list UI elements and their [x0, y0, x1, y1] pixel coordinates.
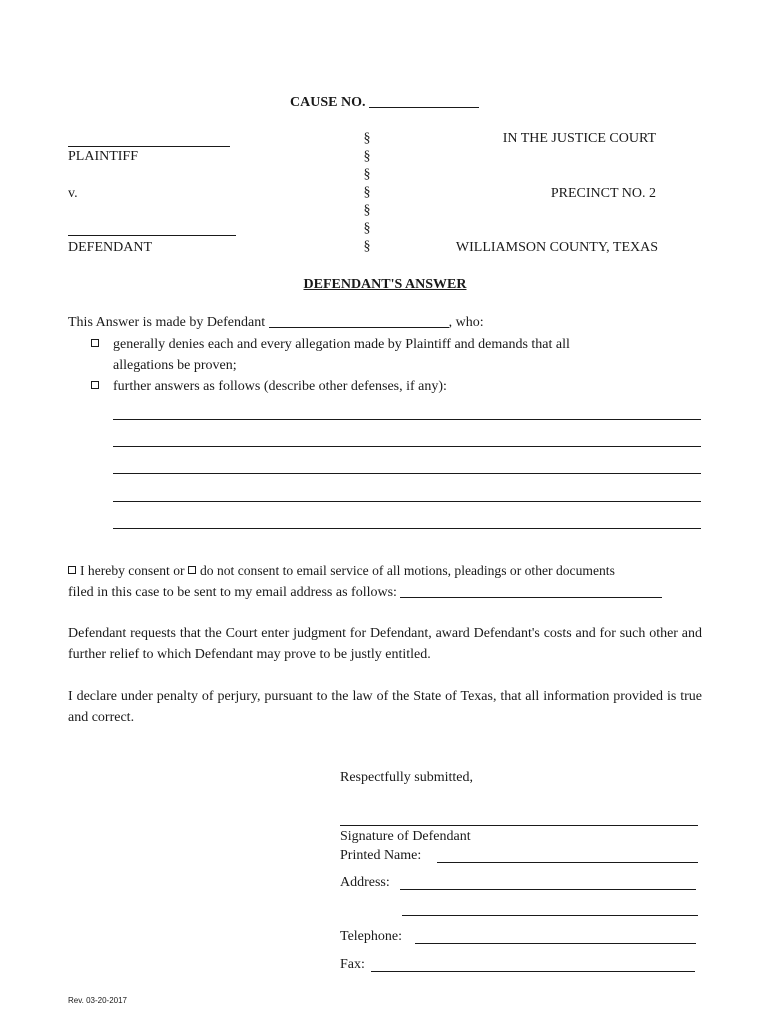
court-name: IN THE JUSTICE COURT: [502, 131, 656, 146]
address-field-line2[interactable]: [402, 915, 698, 916]
not-consent-checkbox[interactable]: [188, 566, 196, 574]
consent-label: I hereby consent or: [80, 563, 185, 578]
plaintiff-label: PLAINTIFF: [68, 149, 139, 164]
address-field[interactable]: [400, 889, 696, 890]
defense-line[interactable]: [113, 528, 701, 529]
address-label: Address:: [340, 875, 390, 890]
cause-number: [290, 95, 479, 111]
general-denial-option: [91, 337, 103, 353]
plaintiff-name-blank[interactable]: [68, 146, 230, 147]
not-consent-label: do not consent to email service of all motions, pleadings or other documents: [199, 563, 615, 578]
versus-label: v.: [68, 186, 78, 201]
further-answer-option: [91, 379, 103, 395]
signature-label: Signature of Defendant: [340, 829, 471, 844]
printed-name-field[interactable]: [437, 862, 698, 863]
printed-name-label: Printed Name:: [340, 848, 422, 863]
document-title: DEFENDANT'S ANSWER: [303, 277, 467, 292]
fax-label: Fax:: [340, 957, 365, 972]
general-denial-checkbox[interactable]: [91, 339, 99, 347]
defense-line[interactable]: [113, 446, 701, 447]
section-mark: §: [363, 131, 371, 146]
answer-intro: [68, 315, 484, 331]
section-mark: §: [363, 149, 371, 164]
answer-intro-end: , who:: [448, 315, 484, 330]
further-answer-text: further answers as follows (describe other defenses, if any):: [113, 379, 447, 394]
section-mark: §: [363, 185, 371, 200]
section-mark: §: [363, 221, 371, 236]
precinct-number: PRECINCT NO. 2: [550, 186, 656, 201]
further-answer-checkbox[interactable]: [91, 381, 99, 389]
email-address-line: [68, 585, 662, 601]
email-address-field[interactable]: [400, 585, 662, 598]
perjury-declaration: I declare under penalty of perjury, pursuant to the law of the State of Texas, that all information provided is true and correct.: [68, 689, 702, 725]
telephone-label: Telephone:: [340, 929, 402, 944]
answer-intro-text: This Answer is made by Defendant: [68, 315, 266, 330]
defendant-name-field[interactable]: [269, 315, 449, 328]
judgment-request: Defendant requests that the Court enter judgment for Defendant, award Defendant's costs and for such other and further relief to which Defendant may prove to be justly entitled.: [68, 626, 702, 662]
consent-checkbox[interactable]: [68, 566, 76, 574]
defense-line[interactable]: [113, 473, 701, 474]
cause-number-label: CAUSE NO.: [290, 95, 366, 110]
revision-date: Rev. 03-20-2017: [68, 996, 127, 1005]
fax-field[interactable]: [371, 971, 695, 972]
section-mark: §: [363, 167, 371, 182]
defendant-label: DEFENDANT: [68, 240, 152, 255]
email-address-label: filed in this case to be sent to my email address as follows:: [68, 585, 397, 600]
county-name: WILLIAMSON COUNTY, TEXAS: [455, 240, 658, 255]
section-mark: §: [363, 239, 371, 254]
defense-line[interactable]: [113, 419, 701, 420]
general-denial-text: generally denies each and every allegation made by Plaintiff and demands that all: [113, 337, 570, 352]
defendant-name-blank[interactable]: [68, 235, 236, 236]
telephone-field[interactable]: [415, 943, 696, 944]
general-denial-text-cont: allegations be proven;: [113, 358, 237, 373]
signature-line[interactable]: [340, 825, 698, 826]
cause-number-blank[interactable]: [369, 95, 479, 108]
respectfully-submitted: Respectfully submitted,: [340, 770, 473, 785]
email-consent-line: [68, 563, 615, 579]
defense-line[interactable]: [113, 501, 701, 502]
section-mark: §: [363, 203, 371, 218]
